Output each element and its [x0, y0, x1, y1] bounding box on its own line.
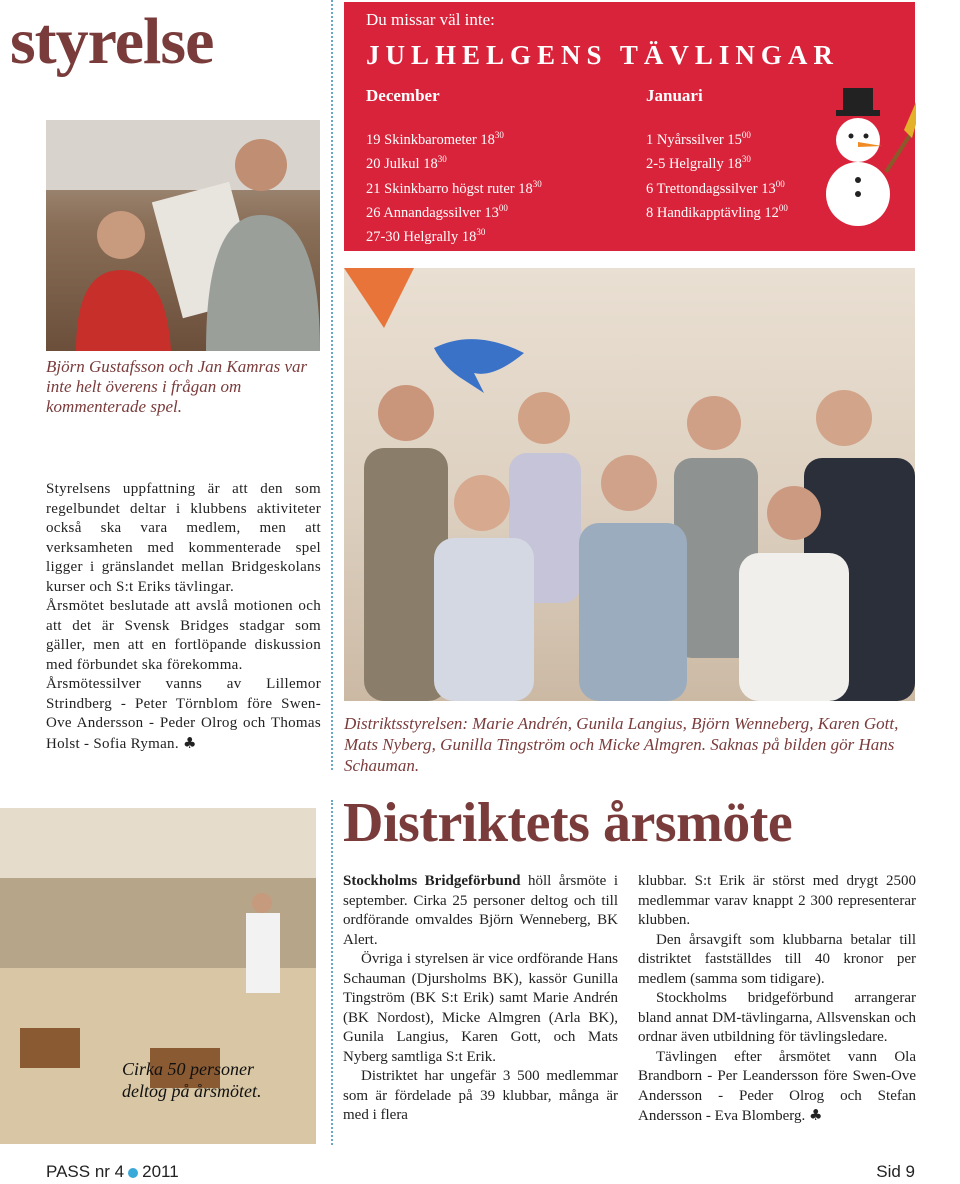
- december-list: [366, 126, 542, 248]
- photo-placeholder: [46, 120, 320, 351]
- article-heading: Distriktets årsmöte: [343, 792, 793, 854]
- januari-list: [646, 126, 788, 223]
- paragraph: Årsmötet beslutade att avslå motionen och att det är Svensk Bridges stadgar som gäller, men att en fortlöpande diskussion med förbundet ska förekomma.: [46, 598, 321, 673]
- event-item: 6 Trettondagssilver $13^{00}$: [646, 178, 785, 197]
- event-item: 19 Skinkbarometer $18^{30}$: [366, 130, 504, 148]
- footer-issue: PASS nr 4 2011: [46, 1162, 179, 1181]
- article-column-1: [343, 872, 618, 1126]
- photo1-caption: Björn Gustafsson och Jan Kamras var inte helt överens i frågan om kommenterade spel.: [46, 357, 308, 416]
- left-body-text: [46, 480, 321, 754]
- december-heading: December: [366, 86, 440, 105]
- event-item: 8 Handikapptävling $12^{00}$: [646, 202, 788, 221]
- paragraph: Stockholms bridgeförbund arrangerar bland annat DM-tävlingarna, Allsvenskan och ordnar även utbildning för tävlingsledare.: [638, 990, 916, 1045]
- events-title: JULHELGENS TÄVLINGAR: [366, 40, 839, 70]
- photo3-caption: Cirka 50 personer deltog på årsmötet.: [122, 1059, 262, 1101]
- club-icon: ♣: [808, 1106, 823, 1124]
- photo-board-discussion: [46, 120, 320, 351]
- snowman-icon: [816, 82, 916, 232]
- paragraph: Årsmötessilver vanns av Lillemor Strindberg - Peter Törnblom före Swen-Ove Andersson - Peder Olrog och Thomas Holst - Sofia Ryman. ♣: [46, 676, 321, 752]
- event-item: 20 Julkul $18^{30}$: [366, 154, 447, 173]
- events-intro: Du missar väl inte:: [366, 10, 495, 29]
- event-item: 1 Nyårssilver $15^{00}$: [646, 130, 751, 148]
- januari-heading: Januari: [646, 86, 703, 105]
- paragraph: Distriktet har ungefär 3 500 medlemmar som är fördelade på 39 klubbar, många är med i flera: [343, 1068, 618, 1123]
- paragraph: klubbar. S:t Erik är störst med drygt 2500 medlemmar varav knappt 2 300 representerar klubben.: [638, 873, 916, 928]
- article-column-2: [638, 872, 916, 1127]
- column-divider: [331, 0, 333, 770]
- column-divider: [331, 800, 333, 1145]
- paragraph: Styrelsens uppfattning är att den som regelbundet deltar i klubbens aktiviteter också ska vara medlem, men att verksamheten med kommenterade spel ligger i gränslandet mellan Bridgeskolans kurser och S:t Eriks tävlingar.: [46, 481, 321, 595]
- paragraph: Tävlingen efter årsmötet vann Ola Brandborn - Per Leandersson före Swen-Ove Andersson - Peder Olrog och Stefan Andersson - Eva Blomberg. ♣: [638, 1048, 916, 1124]
- event-item: 2-5 Helgrally $18^{30}$: [646, 154, 751, 173]
- event-item: 21 Skinkbarro högst ruter $18^{30}$: [366, 178, 542, 197]
- photo2-caption: Distriktsstyrelsen: Marie Andrén, Gunila Langius, Björn Wenneberg, Karen Gott, Mats Nyberg, Gunilla Tingström och Micke Almgren. Saknas på bilden gör Hans Schauman.: [344, 714, 899, 775]
- page-heading: styrelse: [10, 5, 214, 78]
- events-box: [344, 2, 915, 251]
- paragraph: Den årsavgift som klubbarna betalar till distriktet fastställdes till 40 kronor per medlem (samma som tidigare).: [638, 931, 916, 987]
- event-item: 26 Annandagssilver $13^{00}$: [366, 202, 508, 221]
- bullet-icon: [128, 1168, 138, 1178]
- photo-placeholder: [344, 268, 915, 701]
- paragraph: Övriga i styrelsen är vice ordförande Hans Schauman (Djursholms BK), kassör Gunilla Tingström (BK S:t Erik) samt Marie Andrén (BK Nordost), Micke Almgren (Arla BK), Gunila Langius, Karen Gott, och Mats Nyberg samtliga S:t Erik.: [343, 951, 618, 1065]
- club-icon: ♣: [182, 733, 197, 752]
- page-number: Sid 9: [876, 1162, 915, 1181]
- event-item: 27-30 Helgrally $18^{30}$: [366, 227, 486, 246]
- photo-district-board: [344, 268, 915, 701]
- paragraph: Stockholms Bridgeförbund höll årsmöte i september. Cirka 25 personer deltog och till ordförande omvaldes Björn Wenneberg, BK Alert.: [343, 873, 618, 948]
